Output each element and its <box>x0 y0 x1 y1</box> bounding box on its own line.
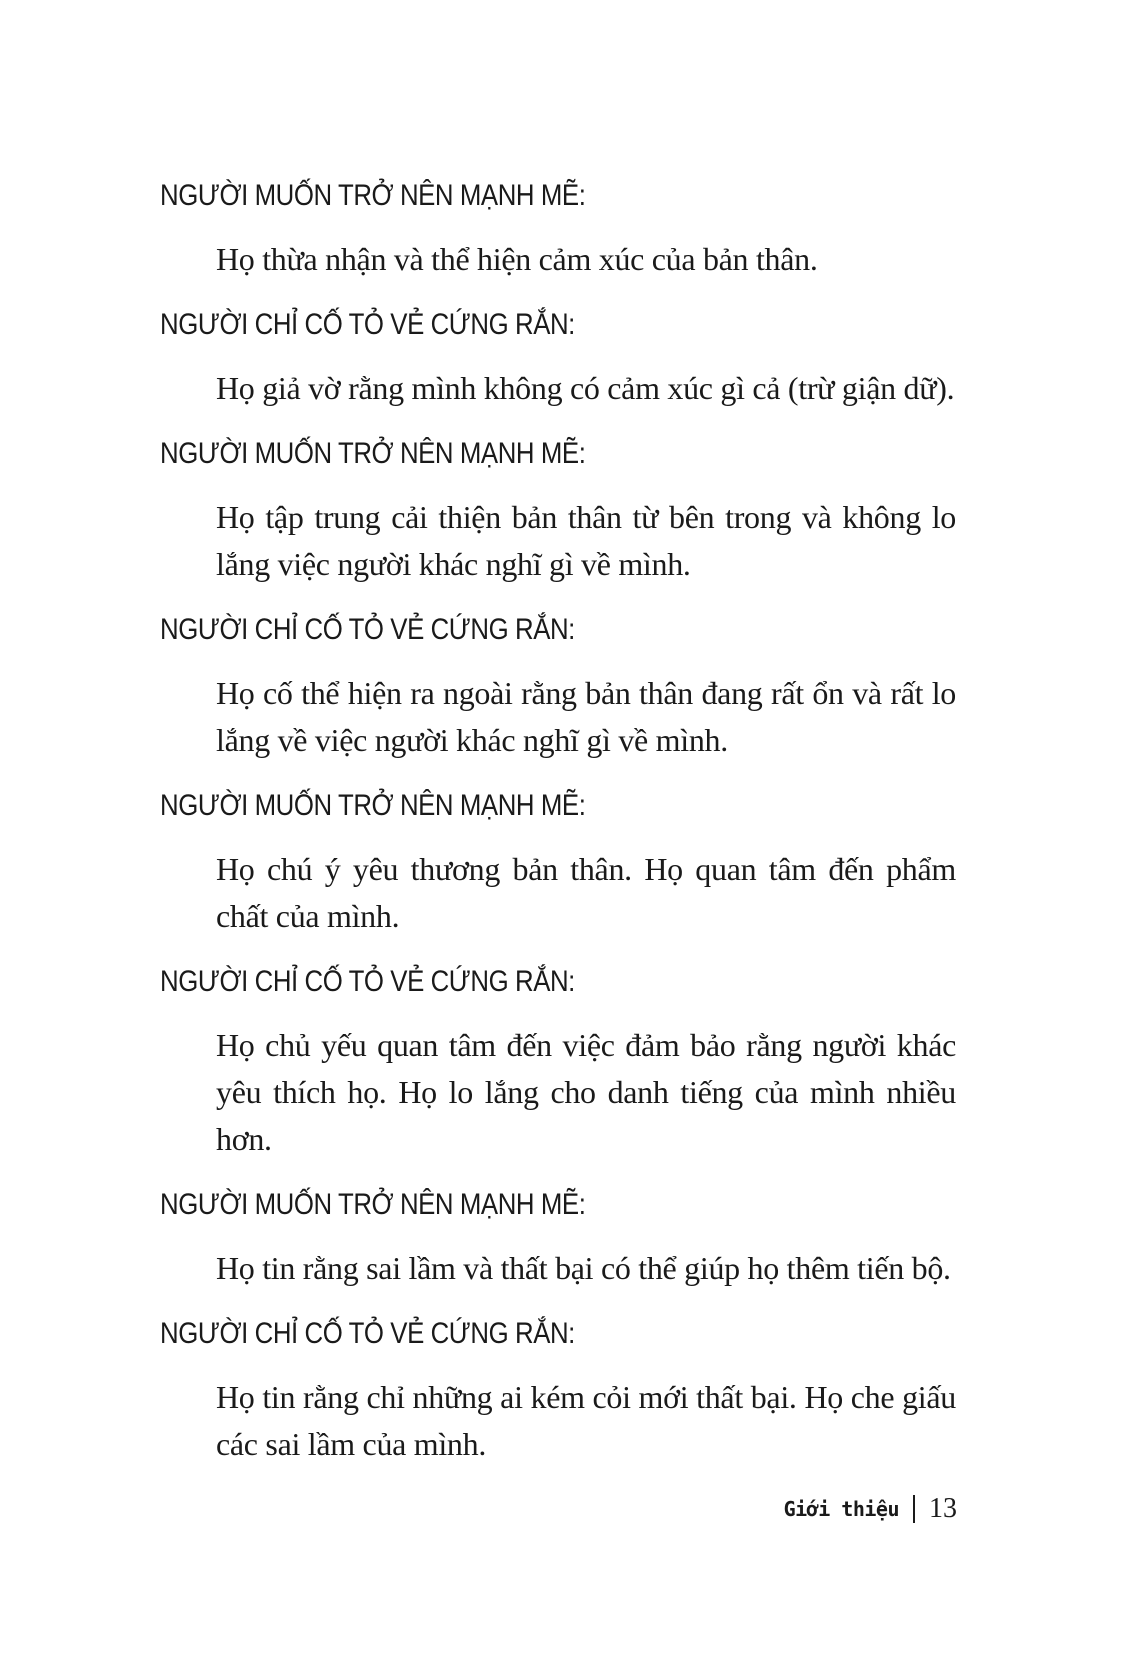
block <box>160 1316 960 1468</box>
block-heading: NGƯỜI CHỈ CỐ TỎ VẺ CỨNG RẮN: <box>160 308 575 341</box>
page-footer <box>784 1493 957 1525</box>
block <box>160 788 960 940</box>
block-heading: NGƯỜI MUỐN TRỞ NÊN MẠNH MẼ: <box>160 437 586 470</box>
footer-divider <box>913 1495 915 1523</box>
block-text: Họ chú ý yêu thương bản thân. Họ quan tâm đến phẩm chất của mình. <box>216 851 956 934</box>
block-text: Họ tin rằng chỉ những ai kém cỏi mới thất bại. Họ che giấu các sai lầm của mình. <box>216 1379 956 1462</box>
block-text: Họ chủ yếu quan tâm đến việc đảm bảo rằng người khác yêu thích họ. Họ lo lắng cho danh tiếng của mình nhiều hơn. <box>216 1027 956 1157</box>
block-heading: NGƯỜI CHỈ CỐ TỎ VẺ CỨNG RẮN: <box>160 613 575 646</box>
block-heading: NGƯỜI MUỐN TRỞ NÊN MẠNH MẼ: <box>160 179 586 212</box>
block <box>160 612 960 764</box>
block-text: Họ tập trung cải thiện bản thân từ bên trong và không lo lắng việc người khác nghĩ gì về mình. <box>216 499 956 582</box>
block-text: Họ tin rằng sai lầm và thất bại có thể giúp họ thêm tiến bộ. <box>216 1250 951 1286</box>
block <box>160 178 960 283</box>
block <box>160 436 960 588</box>
page-content <box>160 178 960 1492</box>
block-heading: NGƯỜI MUỐN TRỞ NÊN MẠNH MẼ: <box>160 789 586 822</box>
block <box>160 1187 960 1292</box>
block <box>160 964 960 1163</box>
block-text: Họ thừa nhận và thể hiện cảm xúc của bản thân. <box>216 241 818 277</box>
block-heading: NGƯỜI CHỈ CỐ TỎ VẺ CỨNG RẮN: <box>160 1317 575 1350</box>
block-heading: NGƯỜI CHỈ CỐ TỎ VẺ CỨNG RẮN: <box>160 965 575 998</box>
block-text: Họ cố thể hiện ra ngoài rằng bản thân đang rất ổn và rất lo lắng về việc người khác nghĩ gì về mình. <box>216 675 956 758</box>
block-heading: NGƯỜI MUỐN TRỞ NÊN MẠNH MẼ: <box>160 1188 586 1221</box>
block-text: Họ giả vờ rằng mình không có cảm xúc gì cả (trừ giận dữ). <box>216 370 955 406</box>
section-title: Giới thiệu <box>783 1497 899 1521</box>
block <box>160 307 960 412</box>
page-number: 13 <box>929 1493 957 1524</box>
